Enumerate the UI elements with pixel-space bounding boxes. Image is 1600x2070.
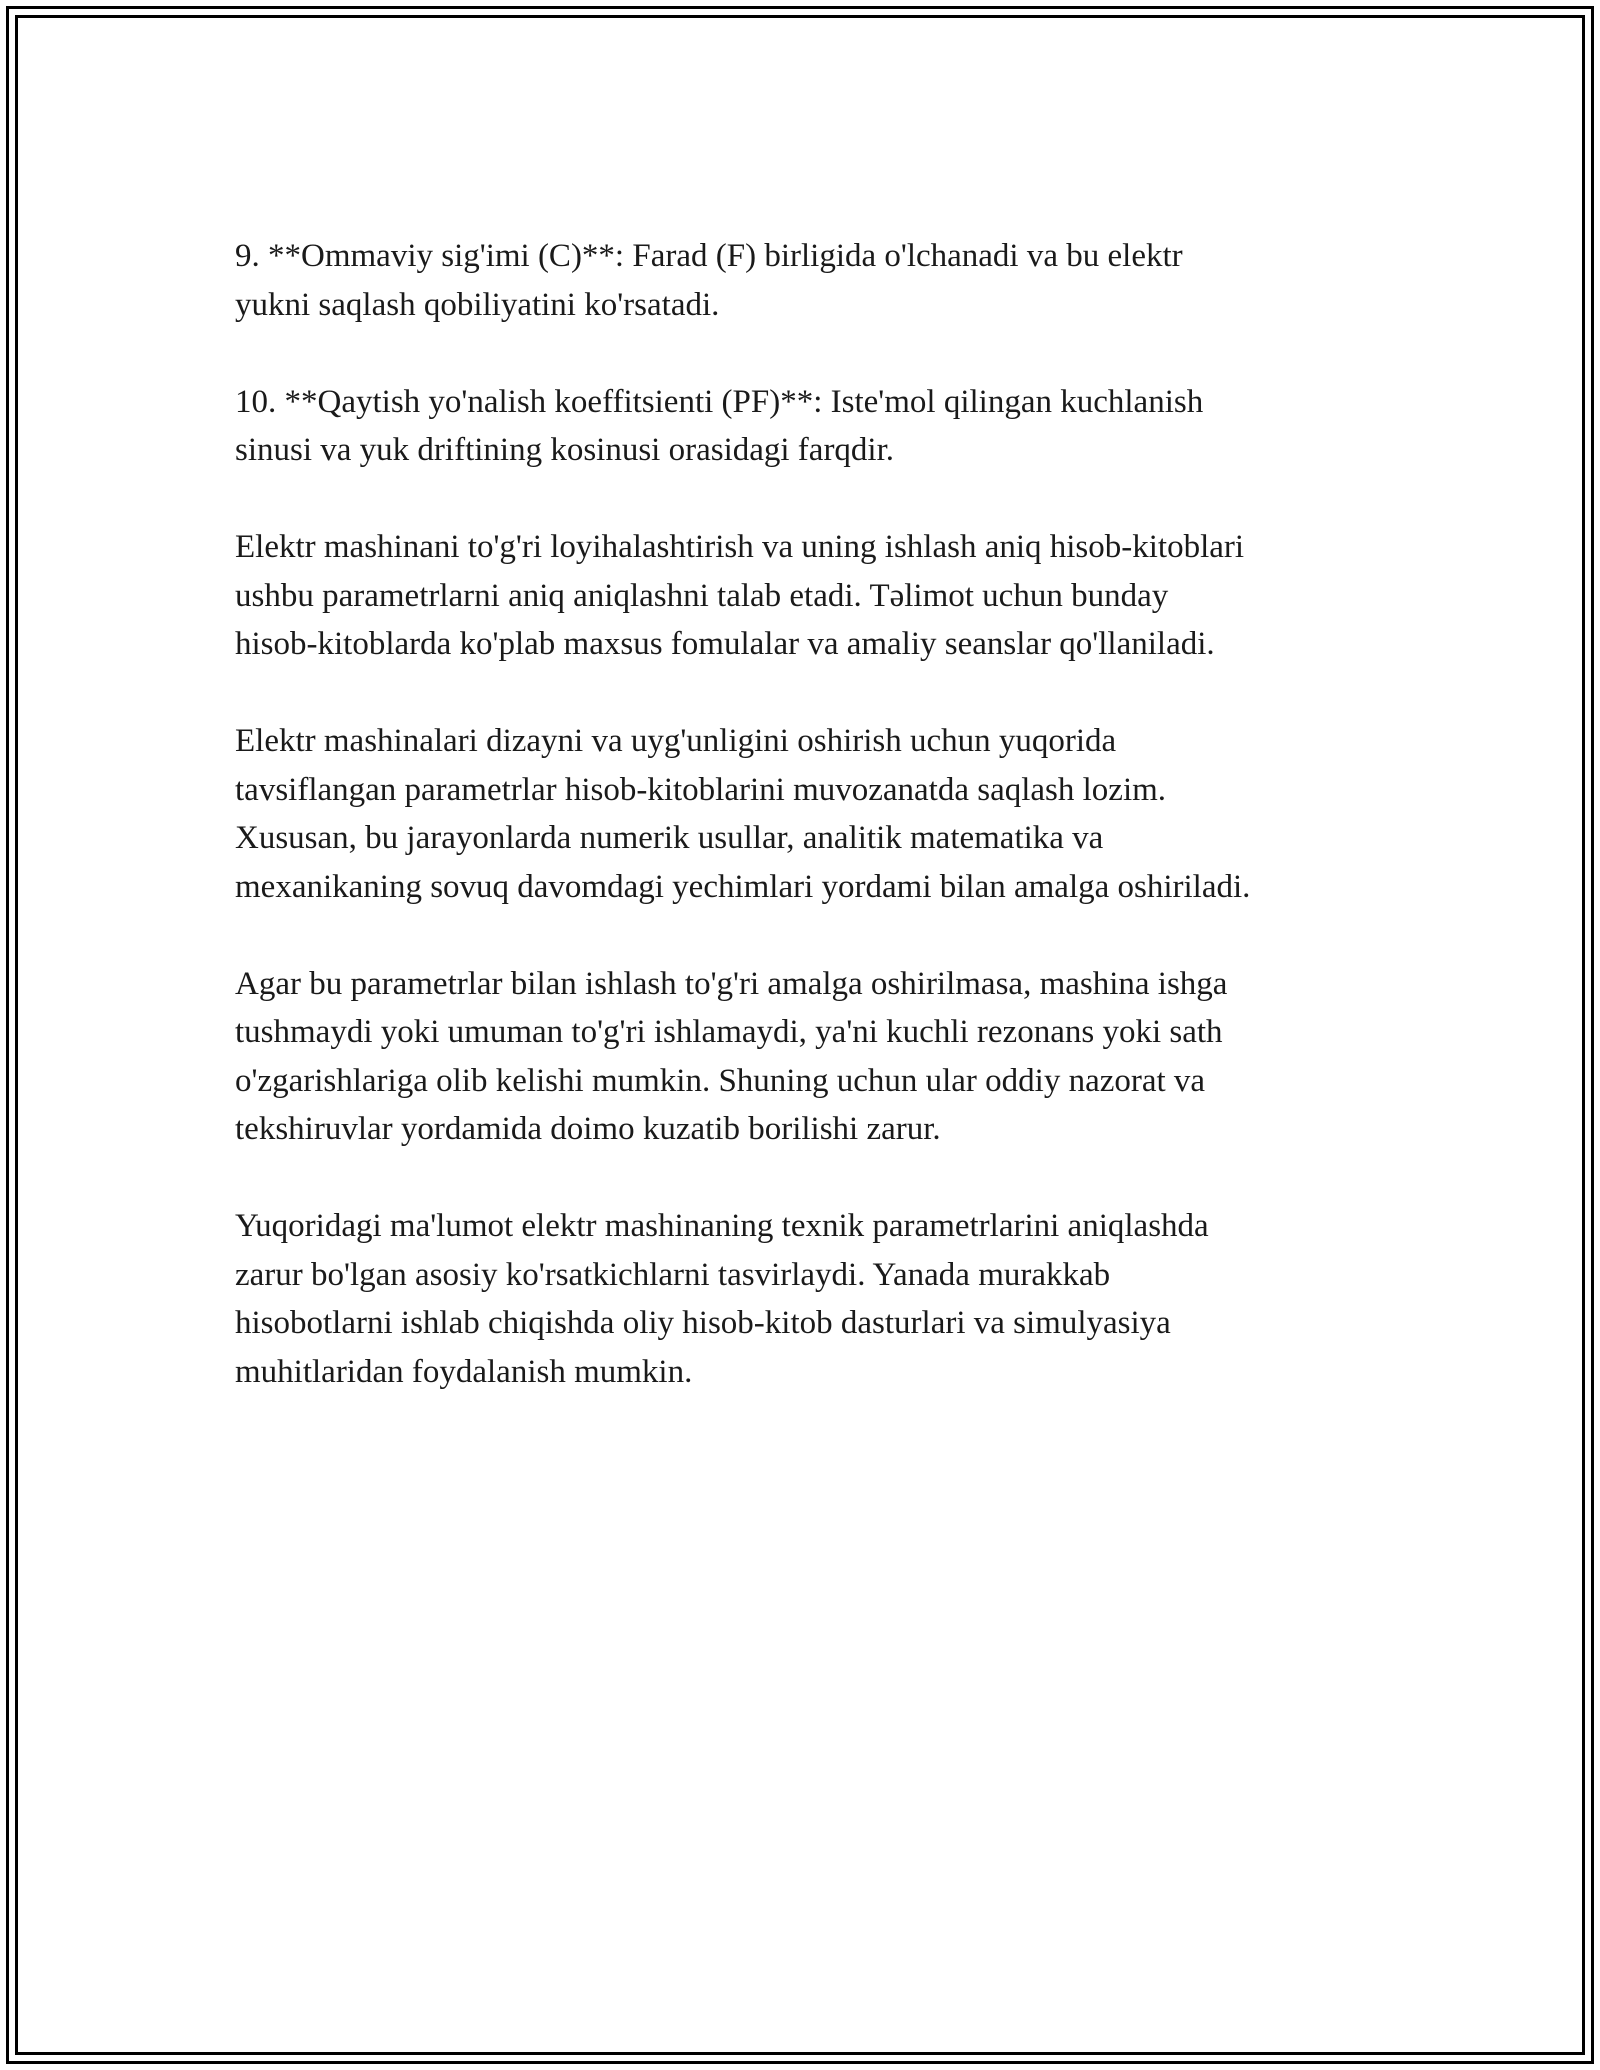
paragraph-item-10: 10. **Qaytish yo'nalish koeffitsienti (PF)**: Iste'mol qilingan kuchlanish sinusi va yuk driftining kosinusi orasidagi farqdir.: [235, 383, 1204, 468]
paragraph-conclusion: Yuqoridagi ma'lumot elektr mashinaning texnik parametrlarini aniqlashda zarur bo'lgan asosiy ko'rsatkichlarni tasvirlaydi. Yanada murakkab hisobotlarni ishlab chiqishda oliy hisob-kitob dasturlari va simulyasiya muhitlaridan foydalanish mumkin.: [235, 1208, 1209, 1390]
paragraph-optimization: Elektr mashinalari dizayni va uyg'unligini oshirish uchun yuqorida tavsiflangan parametrlar hisob-kitoblarini muvozanatda saqlash lozim. Xususan, bu jarayonlarda numerik usullar, analitik matematika va mexanikaning sovuq davomdagi yechimlari yordami bilan amalga oshiriladi.: [235, 723, 1251, 905]
paragraph-item-9: 9. **Ommaviy sig'imi (C)**: Farad (F) birligida o'lchanadi va bu elektr yukni saqlash qobiliyatini ko'rsatadi.: [235, 238, 1183, 323]
document-body: [235, 232, 1415, 1445]
paragraph-warning: Agar bu parametrlar bilan ishlash to'g'ri amalga oshirilmasa, mashina ishga tushmaydi yoki umuman to'g'ri ishlamaydi, ya'ni kuchli rezonans yoki sath o'zgarishlariga olib kelishi mumkin. Shuning uchun ular oddiy nazorat va tekshiruvlar yordamida doimo kuzatib borilishi zarur.: [235, 965, 1228, 1147]
paragraph-design: Elektr mashinani to'g'ri loyihalashtirish va uning ishlash aniq hisob-kitoblari ushbu parametrlarni aniq aniqlashni talab etadi. Təlimot uchun bunday hisob-kitoblarda ko'plab maxsus fomulalar va amaliy seanslar qo'llaniladi.: [235, 529, 1245, 662]
